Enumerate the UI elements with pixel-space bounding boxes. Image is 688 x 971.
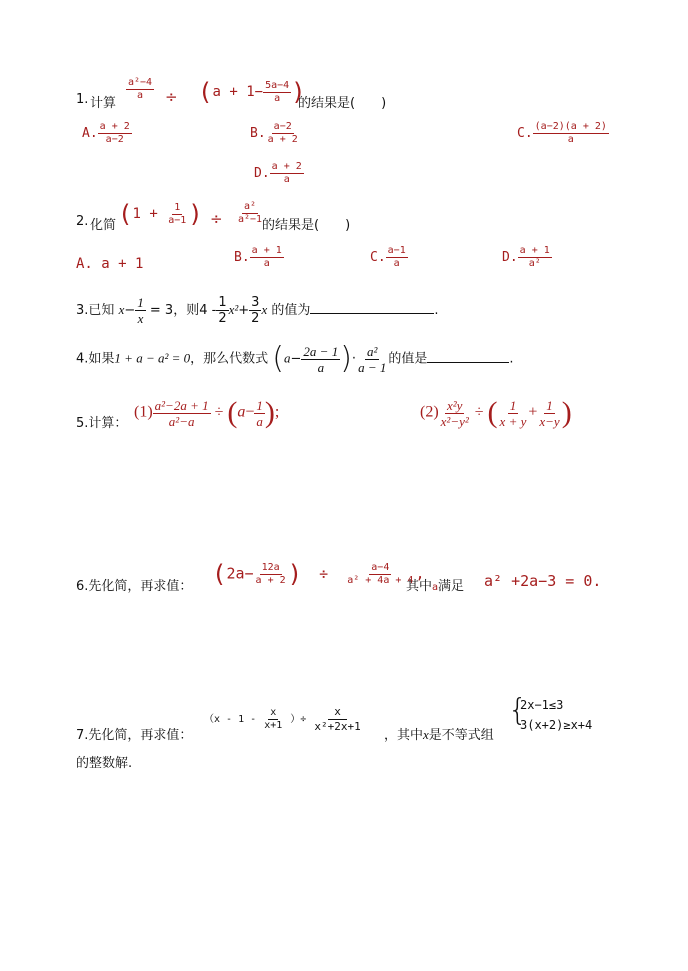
q6-satisfy: 满足 (438, 579, 465, 594)
q4-dot: · (351, 351, 357, 367)
q1-number: 1. (76, 92, 89, 107)
q5-p2: (2) (420, 403, 439, 421)
q1-d-den: a (283, 174, 290, 185)
q3-f2-den: 2 (218, 311, 227, 326)
q3-answer-blank[interactable] (310, 313, 434, 314)
q5-f5-num: 1 (546, 397, 553, 413)
q1-a: a (212, 84, 221, 100)
q7-open: （ (204, 714, 214, 725)
q6-f2-den: a² + 4a + 4 (347, 574, 414, 586)
q5-minus: − (245, 403, 255, 421)
q5-part-2: (2) $\frac{\text{x²y}}{\text{x²−y²}}$ ÷ ( $\frac{1}{x + y}$ + $\frac{1}{x-y}$ ) (420, 396, 572, 429)
q5-plus: + (528, 403, 538, 421)
q6-divide: ÷ (319, 564, 329, 583)
q3-plus: + (238, 303, 250, 318)
q5-divide-2: ÷ (474, 403, 484, 421)
q7-f2-num: x (328, 706, 347, 720)
q1-minus: − (254, 84, 264, 100)
q3-then: ，则 (173, 303, 200, 318)
q1-close: ) (381, 96, 387, 111)
q2-option-a: A. a + 1 (76, 256, 144, 272)
q3-f-den: x (137, 311, 144, 326)
q3-x: x (118, 302, 125, 317)
q6-cond: a² +2a−3 = 0. (484, 572, 602, 590)
q5-f3-den: x²−y² (440, 413, 469, 429)
q2-f1-num: 1 (174, 201, 181, 213)
q1-one: 1 (246, 84, 255, 100)
q1-a-label: A. (82, 126, 98, 141)
q5-f2-den: a (256, 413, 263, 429)
q2-option-c (370, 246, 408, 269)
q1-option-d (254, 162, 304, 185)
q2-divide: ÷ (210, 210, 223, 228)
q1-tail (298, 92, 386, 111)
q1-option-c (517, 122, 609, 145)
q1-f2-num: 5a−4 (265, 79, 290, 91)
q6-a: a (432, 582, 439, 593)
q4-f1-num: 2a − 1 (303, 343, 339, 359)
q1-lead: 计算 (90, 96, 117, 111)
q5-f2-num: 1 (256, 397, 263, 413)
q4-question: 4.如果1 + a − a² = 0，那么代数式 (a− $\frac{2a - 1}{a}$ )· $\frac{\text{a²}}{a - 1}$ 的值是 . (76, 341, 514, 376)
q5-p1: (1) (134, 403, 153, 421)
q2-close: ) (345, 218, 351, 233)
q2-d-num: a + 1 (519, 245, 550, 256)
q6-where: 其中 (406, 579, 433, 594)
q6-f1-den: a + 2 (255, 574, 286, 586)
q6-condition (406, 575, 464, 594)
q7-f1-num: x (270, 706, 277, 718)
q3-question (76, 296, 439, 325)
q6-number: 6. (76, 579, 89, 594)
q7-lead (76, 724, 192, 743)
q7-condition (384, 724, 494, 743)
q4-lead: 如果 (88, 351, 115, 367)
q6-expression: (2a− $\frac{12a}{a + 2}$ ) ÷ $\frac{a-4}{\text{a² + 4a + 4}}$ , (212, 560, 425, 588)
q2-c-num: a−1 (387, 245, 406, 256)
q5-divide: ÷ (214, 403, 224, 421)
q1-c-den: a (567, 134, 574, 145)
q4-f2-num: a² (367, 343, 378, 359)
q4-f1-den: a (317, 359, 325, 375)
q3-minus: − (124, 303, 136, 318)
q2-b-num: a + 1 (251, 245, 282, 256)
q1-f1-den: a (137, 90, 144, 101)
q3-lead: 已知 (88, 303, 115, 318)
q1-d-label: D. (254, 166, 270, 181)
q6-minus: − (244, 564, 254, 583)
q4-tail: 的值是 (388, 351, 428, 367)
q1-d-num: a + 2 (271, 161, 302, 172)
q4-cond: 1 + a − a² = 0 (114, 350, 191, 366)
q2-expression: (1 + $\frac{1}{a-1}$ ) (118, 200, 203, 228)
q7-divide: ÷ (300, 714, 307, 725)
q5-lead (76, 412, 127, 431)
q2-b-den: a (263, 258, 270, 269)
q4-f2-den: a − 1 (358, 359, 387, 375)
q6-f1-num: 12a (261, 561, 280, 573)
q1-option-a (82, 122, 132, 145)
q3-f-num: 1 (137, 295, 144, 310)
q7-x: x (423, 727, 429, 742)
q1-tail-text: 的结果是( (298, 96, 356, 111)
q1-f2-den: a (274, 92, 281, 104)
q2-lead: 化简 (90, 218, 117, 233)
q4-minus: − (290, 351, 302, 367)
q5-f1-num: a²−2a + 1 (154, 397, 209, 413)
q2-f1-den: a−1 (168, 214, 187, 226)
q1-c-label: C. (517, 126, 533, 141)
q2-b-label: B. (234, 250, 250, 265)
q5-f3-num: x²y (446, 397, 463, 413)
q7-f2-den: x²+2x+1 (314, 720, 361, 733)
q5-lead-text: 计算： (88, 416, 128, 431)
q7-lead-text: 先化简，再求值： (88, 728, 193, 743)
q3-x3: x (261, 302, 268, 317)
q7-inequality-1: 2x−1≤3 (520, 698, 564, 712)
q7-f1-den: x+1 (264, 719, 283, 731)
q4-end: . (509, 351, 514, 367)
q4-a: a (284, 350, 291, 366)
q4-mid: ，那么代数式 (190, 351, 269, 367)
q1-b-num: a−2 (273, 121, 292, 132)
q5-a: a (237, 403, 246, 421)
q5-number: 5. (76, 416, 89, 431)
q7-inequality-2: 3(x+2)≥x+4 (520, 718, 593, 732)
q6-comma: , (415, 564, 425, 583)
q2-option-b (234, 246, 284, 269)
q1-c-num: (a−2)(a + 2) (534, 121, 607, 132)
q5-f4-num: 1 (509, 397, 517, 413)
q5-semicolon: ; (274, 403, 280, 421)
q3-x2: x² (228, 302, 239, 317)
q1-expression: (a + 1− $\frac{5a-4}{a}$ ) (198, 78, 306, 106)
q7-where: ，其中 (384, 728, 424, 743)
q7-brace: { (508, 693, 528, 728)
q6-f2-num: a−4 (371, 561, 390, 573)
q2-plus: + (149, 206, 158, 222)
q2-tail (262, 214, 350, 233)
q7-line-2: 的整数解. (76, 756, 133, 771)
q3-four: 4 - (199, 303, 217, 318)
q1-a-num: a + 2 (99, 121, 130, 132)
q2-number: 2. (76, 214, 89, 229)
q7-close: ） (290, 714, 301, 725)
q2-f2-num: a² (244, 201, 257, 212)
q1-divide: ÷ (165, 88, 178, 106)
q2-one: 1 (132, 206, 141, 222)
q3-number: 3. (76, 303, 89, 318)
q2-option-d (502, 246, 552, 269)
q1-fraction-1 (126, 78, 154, 101)
q2-fraction-2 (236, 202, 264, 225)
q2-c-den: a (393, 258, 400, 269)
q6-lead (76, 575, 192, 594)
q4-answer-blank[interactable] (427, 362, 509, 363)
q6-two-a: 2a (226, 564, 245, 583)
q7-number: 7. (76, 728, 89, 743)
q5-part-1: (1) $\frac{\text{a²−2a + 1}}{\text{a²−a}}$ ÷ (a− $\frac{1}{a}$ ); (134, 396, 280, 429)
q4-number: 4. (76, 351, 89, 367)
q2-f2-den: a²−1 (238, 214, 263, 225)
q3-f3-den: 2 (251, 311, 260, 326)
q3-f3-num: 3 (251, 295, 260, 310)
q2-tail-text: 的结果是( (262, 218, 320, 233)
q2-d-label: D. (502, 250, 518, 265)
q7-expression (204, 706, 363, 732)
q1-b-den: a + 2 (267, 134, 298, 145)
q3-end: . (434, 303, 439, 318)
q2-c-label: C. (370, 250, 386, 265)
q1-b-label: B. (250, 126, 266, 141)
q3-tail: 的值为 (271, 303, 311, 318)
q5-f5-den: x−y (539, 413, 560, 429)
q1-option-b (250, 122, 300, 145)
q3-eq: = 3 (149, 303, 174, 318)
q3-f2-num: 1 (218, 295, 227, 310)
q1-a-den: a−2 (105, 134, 124, 145)
q2-d-den: a² (528, 258, 541, 269)
q7-is: 是不等式组 (428, 728, 494, 743)
q1-f1-num: a²−4 (128, 77, 153, 88)
q5-f4-den: x + y (499, 413, 527, 429)
q5-f1-den: a²−a (168, 413, 195, 429)
q7-x1: x - 1 - (214, 714, 257, 725)
q6-lead-text: 先化简，再求值： (88, 579, 193, 594)
q1-plus: + (229, 84, 238, 100)
